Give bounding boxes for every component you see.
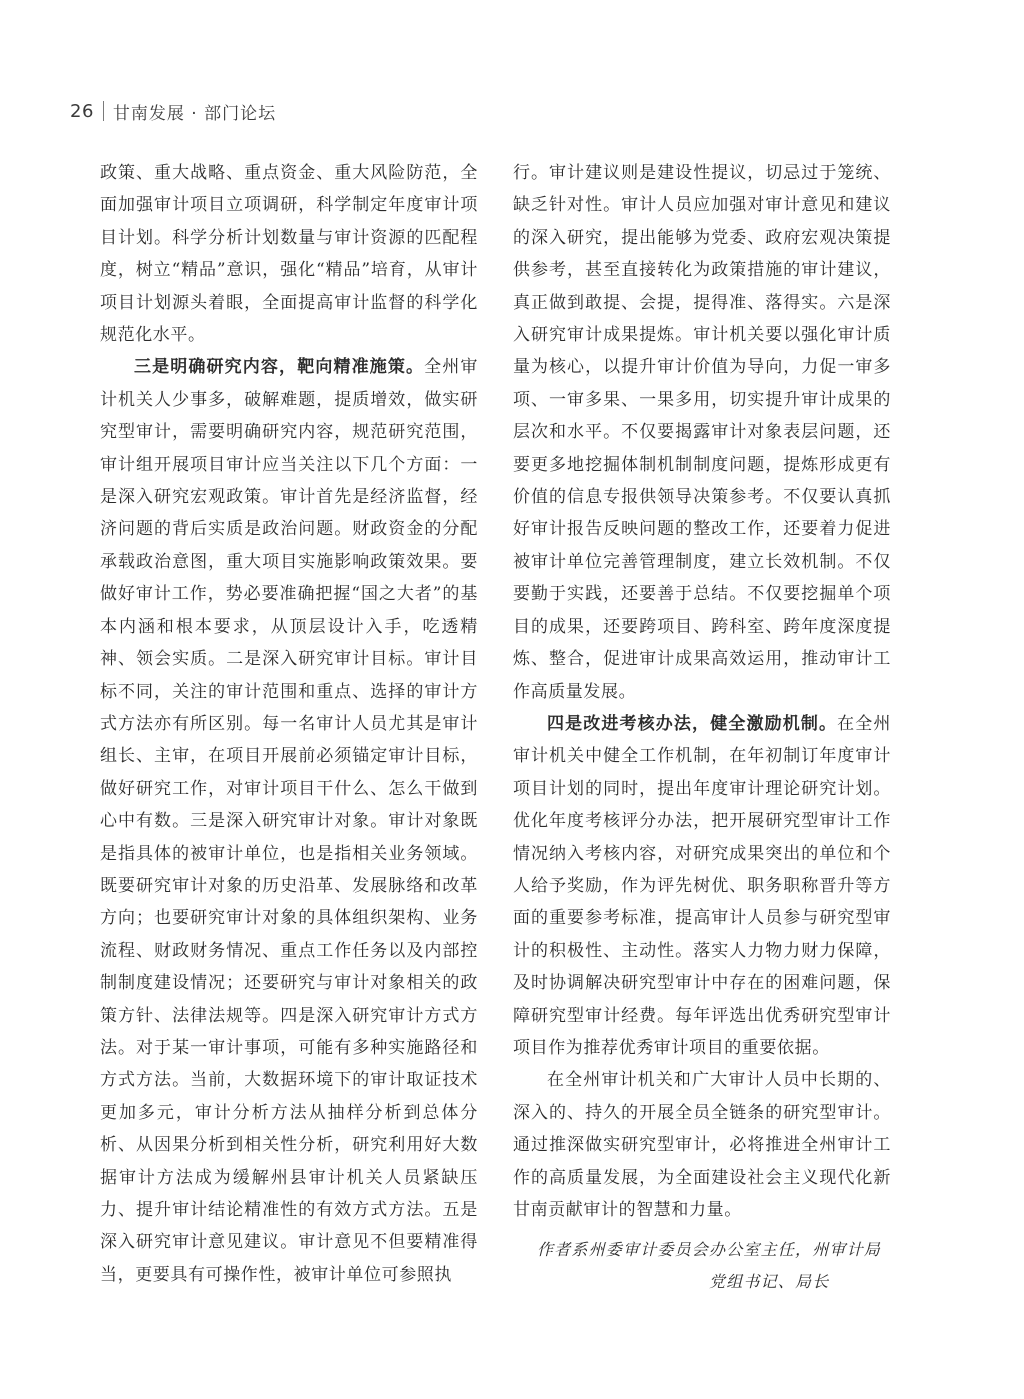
author-note-line: 作者系州委审计委员会办公室主任，州审计局 — [537, 1240, 882, 1259]
author-note — [513, 1234, 903, 1298]
author-note-line: 党组书记、局长 — [709, 1272, 830, 1291]
running-header — [70, 96, 276, 126]
page-number: 26 — [70, 100, 94, 122]
left-column — [100, 157, 478, 1291]
paragraph: 行。审计建议则是建设性提议，切忌过于笼统、缺乏针对性。审计人员应加强对审计意见和建议的深入研究，提出能够为党委、政府宏观决策提供参考，甚至直接转化为政策措施的审计建议，真正做到敢提、会提，提得准、落得实。六是深入研究审计成果提炼。审计机关要以强化审计质量为核心，以提升审计价值为导向，力促一审多项、一审多果、一果多用，切实提升审计成果的层次和水平。不仅要揭露审计对象表层问题，还要更多地挖掘体制机制制度问题，提炼形成更有价值的信息专报供领导决策参考。不仅要认真抓好审计报告反映问题的整改工作，还要着力促进被审计单位完善管理制度，建立长效机制。不仅要勤于实践，还要善于总结。不仅要挖掘单个项目的成果，还要跨项目、跨科室、跨年度深度提炼、整合，促进审计成果高效运用，推动审计工作高质量发展。 — [513, 163, 891, 702]
paragraph — [513, 708, 891, 1064]
paragraph: 在全州审计机关和广大审计人员中长期的、深入的、持久的开展全员全链条的研究型审计。通过推深做实研究型审计，必将推进全州审计工作的高质量发展，为全面建设社会主义现代化新甘南贡献审计的智慧和力量。 — [513, 1070, 891, 1220]
paragraph-body: 在全州审计机关中健全工作机制，在年初制订年度审计项目计划的同时，提出年度审计理论研究计划。优化年度考核评分办法，把开展研究型审计工作情况纳入考核内容，对研究成果突出的单位和个人给予奖励，作为评先树优、职务职称晋升等方面的重要参考标准，提高审计人员参与研究型审计的积极性、主动性。落实人力物力财力保障，及时协调解决研究型审计中存在的困难问题，保障研究型审计经费。每年评选出优秀研究型审计项目作为推荐优秀审计项目的重要依据。 — [513, 713, 891, 1058]
paragraph-heading: 四是改进考核办法，健全激励机制。 — [547, 713, 838, 734]
paragraph: 政策、重大战略、重点资金、重大风险防范，全面加强审计项目立项调研，科学制定年度审计项目计划。科学分析计划数量与审计资源的匹配程度，树立“精品”意识，强化“精品”培育，从审计项目计划源头着眼，全面提高审计监督的科学化规范化水平。 — [100, 163, 478, 346]
header-divider — [103, 101, 104, 121]
paragraph-heading: 三是明确研究内容，靶向精准施策。 — [134, 357, 425, 378]
paragraph-body: 全州审计机关人少事多，破解难题，提质增效，做实研究型审计，需要明确研究内容，规范研究范围，审计组开展项目审计应当关注以下几个方面：一是深入研究宏观政策。审计首先是经济监督，经济问题的背后实质是政治问题。财政资金的分配承载政治意图，重大项目实施影响政策效果。要做好审计工作，势必要准确把握“国之大者”的基本内涵和根本要求，从顶层设计入手，吃透精神、领会实质。二是深入研究审计目标。审计目标不同，关注的审计范围和重点、选择的审计方式方法亦有所区别。每一名审计人员尤其是审计组长、主审，在项目开展前必须锚定审计目标，做好研究工作，对审计项目干什么、怎么干做到心中有数。三是深入研究审计对象。审计对象既是指具体的被审计单位，也是指相关业务领域。既要研究审计对象的历史沿革、发展脉络和改革方向；也要研究审计对象的具体组织架构、业务流程、财政财务情况、重点工作任务以及内部控制制度建设情况；还要研究与审计对象相关的政策方针、法律法规等。四是深入研究审计方式方法。对于某一审计事项，可能有多种实施路径和方式方法。当前，大数据环境下的审计取证技术更加多元，审计分析方法从抽样分析到总体分析、从因果分析到相关性分析，研究利用好大数据审计方法成为缓解州县审计机关人员紧缺压力、提升审计结论精准性的有效方式方法。五是深入研究审计意见建议。审计意见不但要精准得当，更要具有可操作性，被审计单位可参照执 — [100, 357, 478, 1285]
publication-section-title: 甘南发展 · 部门论坛 — [112, 103, 277, 124]
right-column — [513, 157, 891, 1226]
paragraph — [100, 351, 478, 1291]
